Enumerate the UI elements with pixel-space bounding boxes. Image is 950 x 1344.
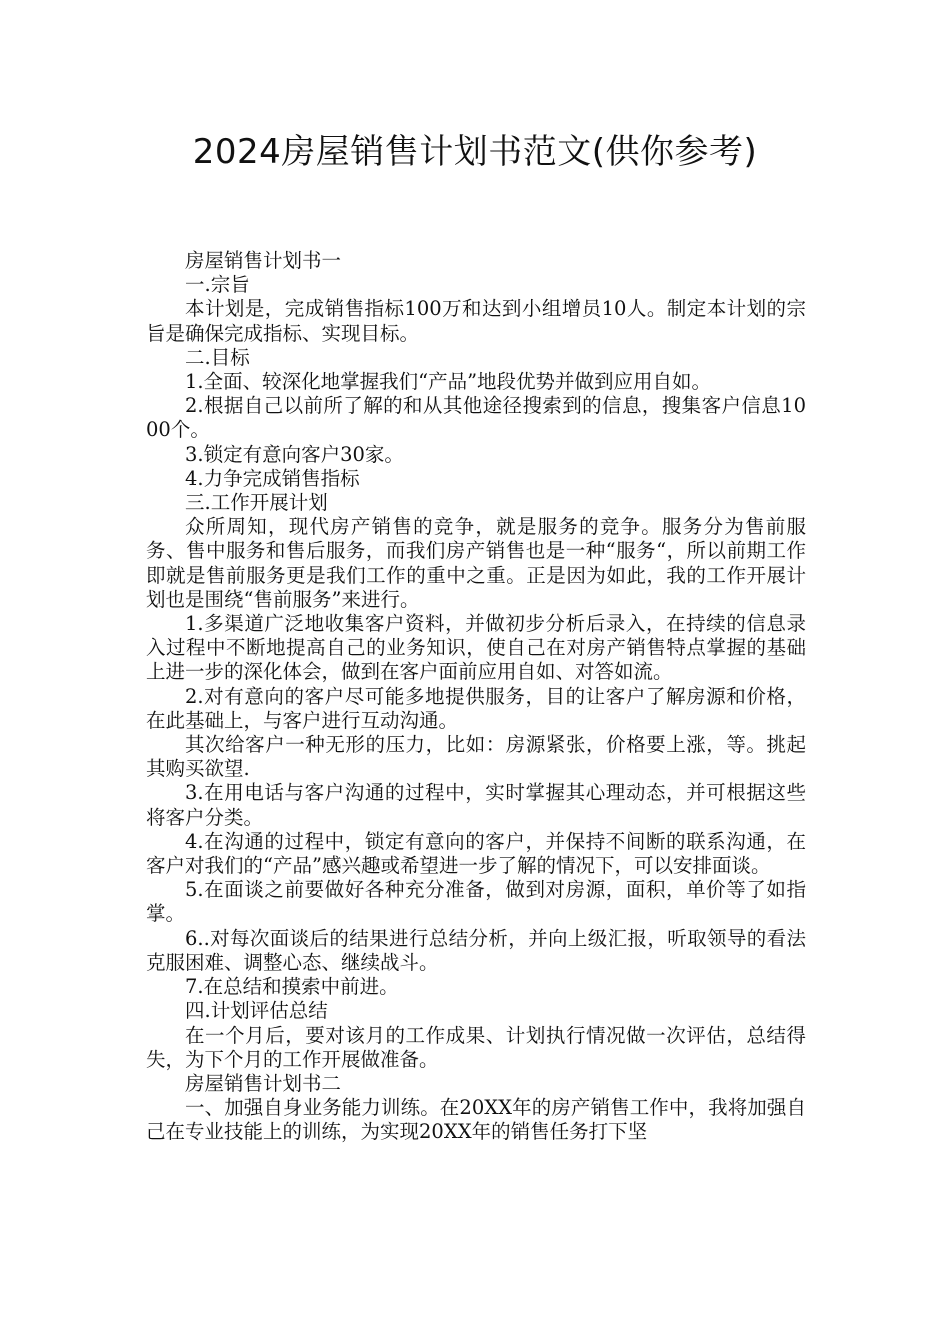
paragraph-plan-two-item-1: 一、加强自身业务能力训练。在20XX年的房产销售工作中，我将加强自己在专业技能上的训练，为实现20XX年的销售任务打下坚 <box>146 1096 806 1144</box>
section-heading-plan-two: 房屋销售计划书二 <box>185 1071 342 1095</box>
heading-purpose: 一.宗旨 <box>185 273 250 297</box>
work-plan-item-1: 1.多渠道广泛地收集客户资料，并做初步分析后录入，在持续的信息录入过程中不断地提高自己的业务知识，使自己在对房产销售特点掌握的基础上进一步的深化体会，做到在客户面前应用自如、对答如流。 <box>146 612 806 684</box>
work-plan-item-7: 7.在总结和摸索中前进。 <box>185 975 399 999</box>
heading-goals: 二.目标 <box>185 345 250 369</box>
work-plan-item-5: 5.在面谈之前要做好各种充分准备，做到对房源，面积，单价等了如指掌。 <box>146 878 806 926</box>
paragraph-evaluation: 在一个月后，要对该月的工作成果、计划执行情况做一次评估，总结得失，为下个月的工作开展做准备。 <box>146 1023 806 1071</box>
work-plan-item-2-continued: 其次给客户一种无形的压力，比如：房源紧张，价格要上涨，等。挑起其购买欲望. <box>146 733 806 781</box>
goal-item-3: 3.锁定有意向客户30家。 <box>185 442 404 466</box>
work-plan-item-4: 4.在沟通的过程中，锁定有意向的客户，并保持不间断的联系沟通，在客户对我们的“产品”感兴趣或希望进一步了解的情况下，可以安排面谈。 <box>146 829 806 878</box>
work-plan-item-6: 6..对每次面谈后的结果进行总结分析，并向上级汇报，听取领导的看法克服困难、调整心态、继续战斗。 <box>146 926 806 974</box>
goal-item-4: 4.力争完成销售指标 <box>185 466 360 490</box>
section-heading-plan-one: 房屋销售计划书一 <box>185 249 342 272</box>
goal-item-1: 1.全面、较深化地掌握我们“产品”地段优势并做到应用自如。 <box>185 370 712 394</box>
heading-evaluation: 四.计划评估总结 <box>185 999 328 1023</box>
document-body <box>146 249 806 1145</box>
paragraph-work-plan-intro: 众所周知，现代房产销售的竞争，就是服务的竞争。服务分为售前服务、售中服务和售后服务，而我们房产销售也是一种“服务“，所以前期工作即就是售前服务更是我们工作的重中之重。正是因为如此，我的工作开展计划也是围绕“售前服务”来进行。 <box>146 515 806 611</box>
paragraph-purpose: 本计划是，完成销售指标100万和达到小组增员10人。制定本计划的宗旨是确保完成指标、实现目标。 <box>146 297 806 345</box>
heading-work-plan: 三.工作开展计划 <box>185 491 328 515</box>
document-title: 2024房屋销售计划书范文(供你参考) <box>192 132 758 172</box>
goal-item-2: 2.根据自己以前所了解的和从其他途径搜索到的信息，搜集客户信息1000个。 <box>146 394 806 442</box>
work-plan-item-3: 3.在用电话与客户沟通的过程中，实时掌握其心理动态，并可根据这些将客户分类。 <box>146 781 806 829</box>
work-plan-item-2: 2.对有意向的客户尽可能多地提供服务，目的让客户了解房源和价格，在此基础上，与客户进行互动沟通。 <box>146 684 806 732</box>
